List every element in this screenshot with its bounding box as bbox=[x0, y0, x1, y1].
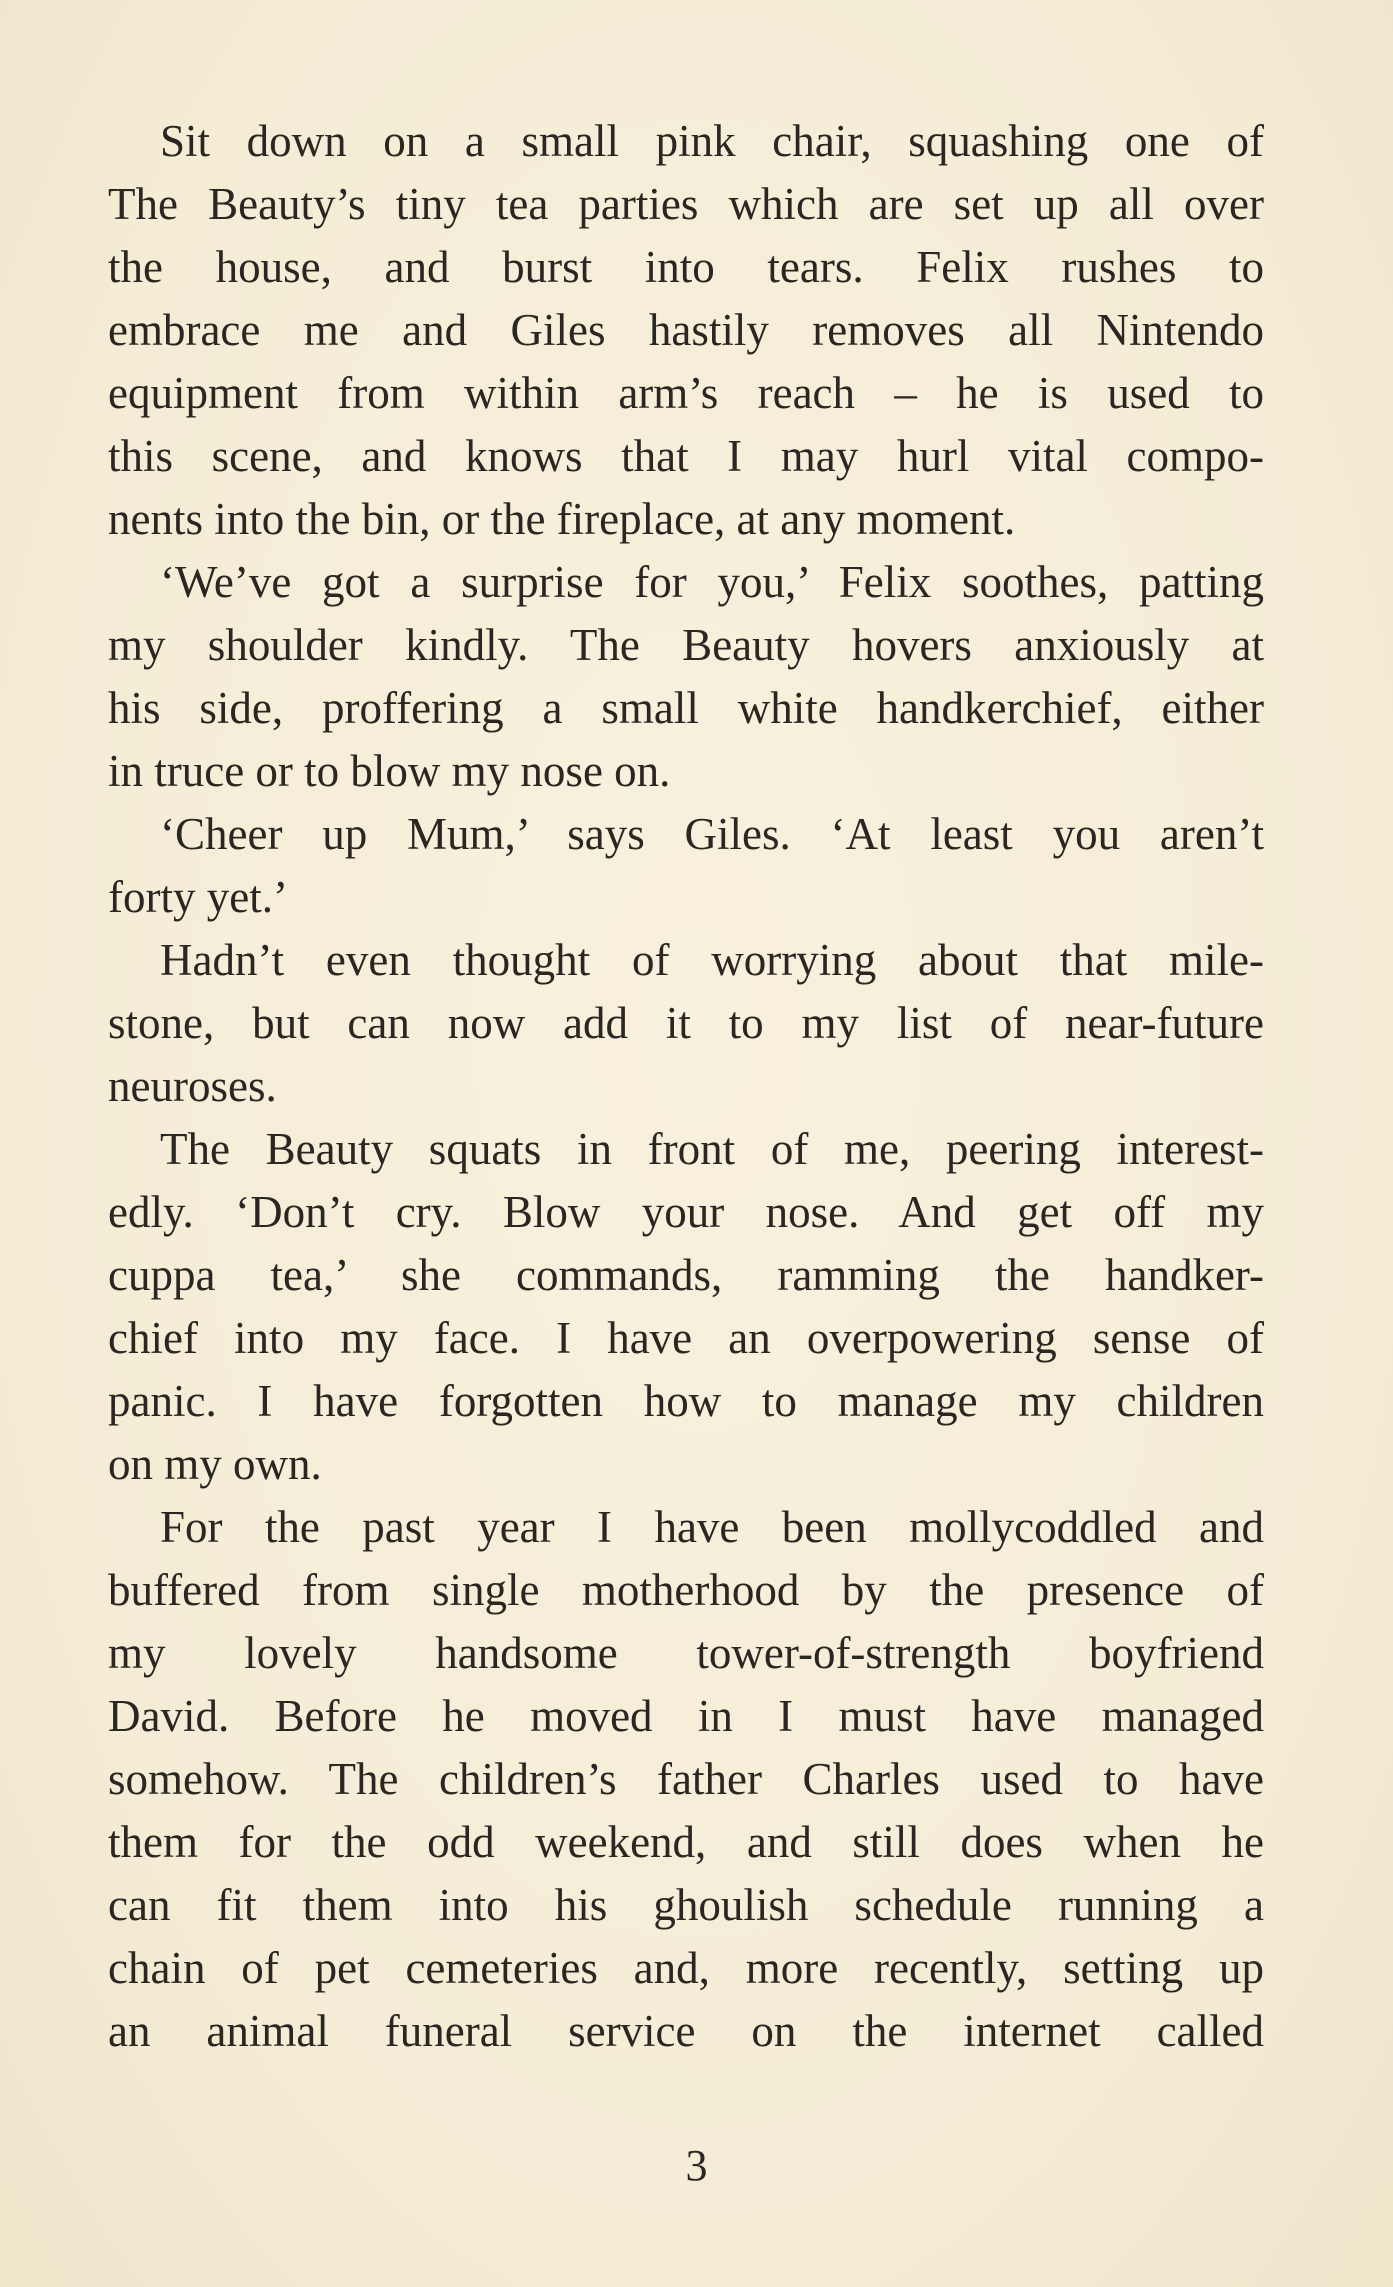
text-line: Hadn’t even thought of worrying about that mile- bbox=[160, 935, 1264, 985]
text-line: ‘Cheer up Mum,’ says Giles. ‘At least you aren’t bbox=[160, 809, 1264, 859]
text-line: stone, but can now add it to my list of near-future bbox=[108, 998, 1264, 1048]
text-line: embrace me and Giles hastily removes all Nintendo bbox=[108, 305, 1264, 355]
text-line: on my own. bbox=[108, 1439, 322, 1489]
page-number: 3 bbox=[685, 2141, 708, 2190]
text-line: my shoulder kindly. The Beauty hovers anxiously at bbox=[108, 620, 1264, 670]
text-line: his side, proffering a small white handkerchief, either bbox=[108, 683, 1264, 733]
text-line: an animal funeral service on the internet called bbox=[108, 2006, 1264, 2056]
text-line: cuppa tea,’ she commands, ramming the handker- bbox=[108, 1250, 1264, 1300]
text-line: my lovely handsome tower-of-strength boyfriend bbox=[108, 1628, 1264, 1678]
text-line: somehow. The children’s father Charles used to have bbox=[108, 1754, 1264, 1804]
text-line: can fit them into his ghoulish schedule running a bbox=[108, 1880, 1264, 1930]
text-line: chain of pet cemeteries and, more recently, setting up bbox=[108, 1943, 1264, 1993]
body-text bbox=[108, 110, 1264, 2063]
text-line: ‘We’ve got a surprise for you,’ Felix soothes, patting bbox=[160, 557, 1264, 607]
text-line: chief into my face. I have an overpowering sense of bbox=[108, 1313, 1264, 1363]
text-line: edly. ‘Don’t cry. Blow your nose. And get off my bbox=[108, 1187, 1264, 1237]
text-line: the house, and burst into tears. Felix rushes to bbox=[108, 242, 1264, 292]
text-line: this scene, and knows that I may hurl vital compo- bbox=[108, 431, 1264, 481]
text-line: The Beauty squats in front of me, peering interest- bbox=[160, 1124, 1264, 1174]
text-line: forty yet.’ bbox=[108, 872, 288, 922]
text-line: The Beauty’s tiny tea parties which are set up all over bbox=[108, 179, 1264, 229]
text-line: For the past year I have been mollycoddled and bbox=[160, 1502, 1264, 1552]
text-line: neuroses. bbox=[108, 1061, 277, 1111]
text-line: nents into the bin, or the fireplace, at any moment. bbox=[108, 494, 1016, 544]
text-line: panic. I have forgotten how to manage my children bbox=[108, 1376, 1264, 1426]
text-line: in truce or to blow my nose on. bbox=[108, 746, 671, 796]
text-line: them for the odd weekend, and still does when he bbox=[108, 1817, 1264, 1867]
text-line: equipment from within arm’s reach – he is used to bbox=[108, 368, 1264, 418]
text-line: David. Before he moved in I must have managed bbox=[108, 1691, 1264, 1741]
text-line: Sit down on a small pink chair, squashing one of bbox=[160, 116, 1264, 166]
text-line: buffered from single motherhood by the presence of bbox=[108, 1565, 1264, 1615]
